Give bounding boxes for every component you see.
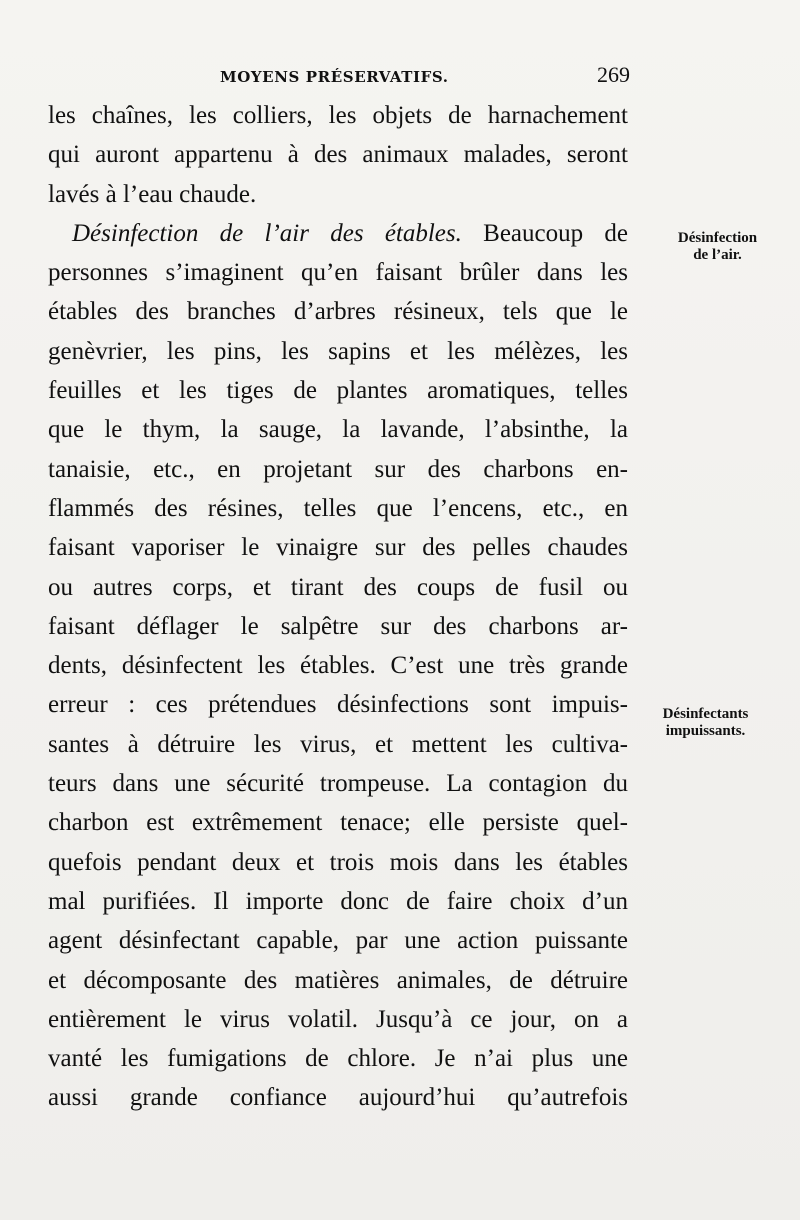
- margin-note-line: de l’air.: [693, 247, 742, 263]
- running-head: MOYENS PRÉSERVATIFS.: [220, 68, 449, 86]
- text-line: que le thym, la sauge, la lavande, l’absinthe, la: [48, 416, 628, 444]
- text-line: feuilles et les tiges de plantes aromatiques, telles: [48, 377, 628, 405]
- text-line: personnes s’imaginent qu’en faisant brûler dans les: [48, 259, 628, 287]
- margin-note-line: impuissants.: [665, 723, 746, 739]
- body-text: [48, 96, 628, 1118]
- text-line: faisant vaporiser le vinaigre sur des pelles chaudes: [48, 534, 628, 562]
- text-line: erreur : ces prétendues désinfections sont impuis-: [48, 691, 628, 719]
- text-line: aussi grande confiance aujourd’hui qu’autrefois: [48, 1084, 628, 1112]
- margin-note-disinfection-air: [640, 230, 795, 264]
- text-line: dents, désinfectent les étables. C’est une très grande: [48, 652, 628, 680]
- text-line: faisant déflager le salpêtre sur des charbons ar-: [48, 612, 628, 640]
- text-line: mal purifiées. Il importe donc de faire choix d’un: [48, 887, 628, 915]
- margin-note-impotent-disinfectants: [628, 706, 783, 740]
- text-line: et décomposante des matières animales, de détruire: [48, 966, 628, 994]
- page-number: 269: [597, 62, 630, 87]
- text-line: lavés à l’eau chaude.: [48, 180, 257, 208]
- margin-note-line: Désinfection: [677, 230, 758, 246]
- text-line: quefois pendant deux et trois mois dans les étables: [48, 848, 628, 876]
- text-line: ou autres corps, et tirant des coups de fusil ou: [48, 573, 628, 601]
- text-line: qui auront appartenu à des animaux malades, seront: [48, 141, 628, 169]
- margin-note-line: Désinfectants: [662, 706, 749, 722]
- section-heading: Désinfection de l’air des étables.: [72, 219, 462, 247]
- page-header: [220, 62, 630, 92]
- text-line: étables des branches d’arbres résineux, tels que le: [48, 298, 628, 326]
- text-line: genèvrier, les pins, les sapins et les mélèzes, les: [48, 337, 628, 365]
- text-line: vanté les fumigations de chlore. Je n’ai plus une: [48, 1045, 628, 1073]
- section-heading-line: [48, 214, 628, 253]
- text-line: charbon est extrêmement tenace; elle persiste quel-: [48, 809, 628, 837]
- text-line: tanaisie, etc., en projetant sur des charbons en-: [48, 455, 628, 483]
- text-line: teurs dans une sécurité trompeuse. La contagion du: [48, 770, 628, 798]
- section-heading-continuation: Beaucoup de: [461, 219, 628, 247]
- text-line: santes à détruire les virus, et mettent les cultiva-: [48, 730, 628, 758]
- text-line: les chaînes, les colliers, les objets de harnachement: [48, 102, 628, 129]
- text-line: agent désinfectant capable, par une action puissante: [48, 927, 628, 955]
- text-line: entièrement le virus volatil. Jusqu’à ce jour, on a: [48, 1005, 628, 1033]
- text-line: flammés des résines, telles que l’encens, etc., en: [48, 494, 628, 522]
